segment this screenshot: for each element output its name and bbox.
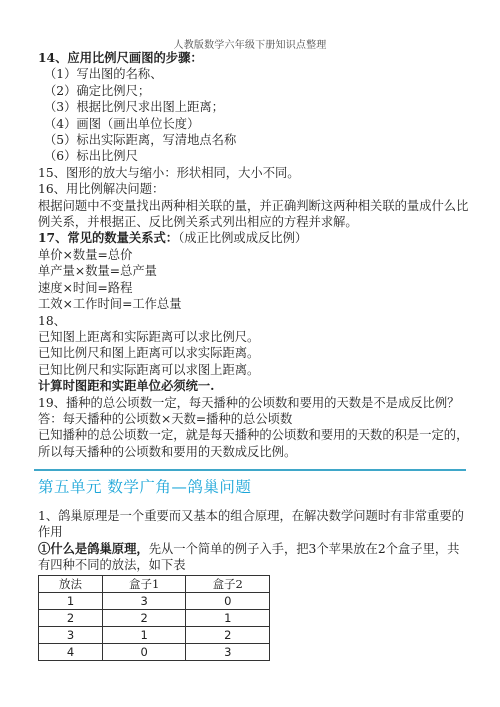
formula-2: 单产量×数量=总产量 <box>38 264 157 279</box>
table-cell: 1 <box>186 609 270 626</box>
table-cell: 2 <box>39 609 103 626</box>
table-row <box>39 592 270 609</box>
step-5: （5）标出实际距离，写清地点名称 <box>44 133 237 148</box>
section-19-answer: 答：每天播种的公顷数×天数=播种的总公顷数 <box>38 411 293 426</box>
section-divider <box>34 469 466 471</box>
section-17-heading <box>38 230 470 246</box>
pigeonhole-question: ①什么是鸽巢原理， <box>38 540 149 556</box>
step-1: （1）写出图的名称、 <box>44 67 163 82</box>
table-cell: 1 <box>102 626 186 643</box>
section-17-note: （成正比例或成反比例） <box>178 231 308 246</box>
section-14-title: 14、应用比例尺画图的步骤： <box>38 50 203 65</box>
formula-3: 速度×时间=路程 <box>38 280 133 295</box>
table-cell: 4 <box>39 643 103 660</box>
unit-emphasis: 计算时图距和实距单位必须统一. <box>38 378 215 394</box>
section-19-explain: 已知播种的总公顷数一定，就是每天播种的公顷数和要用的天数的积是一定的，所以每天播种的公顷数和要用的天数成反比例。 <box>38 428 469 459</box>
rule-2: 已知比例尺和图上距离可以求实际距离。 <box>38 346 260 361</box>
rule-3: 已知比例尺和实际距离可以求图上距离。 <box>38 362 260 377</box>
placement-table <box>38 575 270 661</box>
header-box-1: 盒子1 <box>102 575 186 592</box>
page-header: 人教版数学六年级下册知识点整理 <box>173 40 327 51</box>
table-cell: 3 <box>39 626 103 643</box>
section-19-question: 19、播种的总公顷数一定，每天播种的公顷数和要用的天数是不是成反比例？ <box>38 395 460 410</box>
table-header-row <box>39 575 270 592</box>
section-15: 15、图形的放大与缩小：形状相同，大小不同。 <box>38 165 300 180</box>
formula-4: 工效×工作时间=工作总量 <box>38 297 182 312</box>
table-row <box>39 626 270 643</box>
formula-1: 单价×数量=总价 <box>38 247 133 262</box>
unit-5-title: 第五单元 数学广角—鸽巢问题 <box>38 478 252 496</box>
table-cell: 1 <box>39 592 103 609</box>
pigeonhole-example <box>38 541 470 574</box>
table-cell: 3 <box>186 643 270 660</box>
table-cell: 3 <box>102 592 186 609</box>
step-6: （6）标出比例尺 <box>44 149 138 164</box>
section-17-title: 17、常见的数量关系式： <box>38 230 179 246</box>
table-cell: 2 <box>102 609 186 626</box>
notes-upper <box>38 50 470 460</box>
pigeonhole-example-text: 先从一个简单的例子入手，把3个苹果放在2个盒子里，共有四种不同的放法，如下表 <box>38 541 460 573</box>
step-3: （3）根据比例尺求出图上距离； <box>44 100 224 115</box>
section-18-title: 18、 <box>38 313 66 328</box>
table-row <box>39 643 270 660</box>
step-2: （2）确定比例尺； <box>44 83 151 98</box>
header-box-2: 盒子2 <box>186 575 270 592</box>
table-cell: 2 <box>186 626 270 643</box>
table-cell: 0 <box>186 592 270 609</box>
section-16-body: 根据问题中不变量找出两种相关联的量，并正确判断这两种相关联的量成什么比例关系，并根据正、反比例关系式列出相应的方程并求解。 <box>38 198 469 230</box>
section-16-title: 16、用比例解决问题： <box>38 182 165 197</box>
step-4: （4）画图（画出单位长度） <box>44 116 200 131</box>
table-row <box>39 609 270 626</box>
header-method: 放法 <box>39 575 103 592</box>
table-cell: 0 <box>102 643 186 660</box>
notes-lower <box>38 508 470 661</box>
pigeonhole-intro: 1、鸽巢原理是一个重要而又基本的组合原理，在解决数学问题时有非常重要的作用 <box>38 509 464 540</box>
rule-1: 已知图上距离和实际距离可以求比例尺。 <box>38 329 260 344</box>
